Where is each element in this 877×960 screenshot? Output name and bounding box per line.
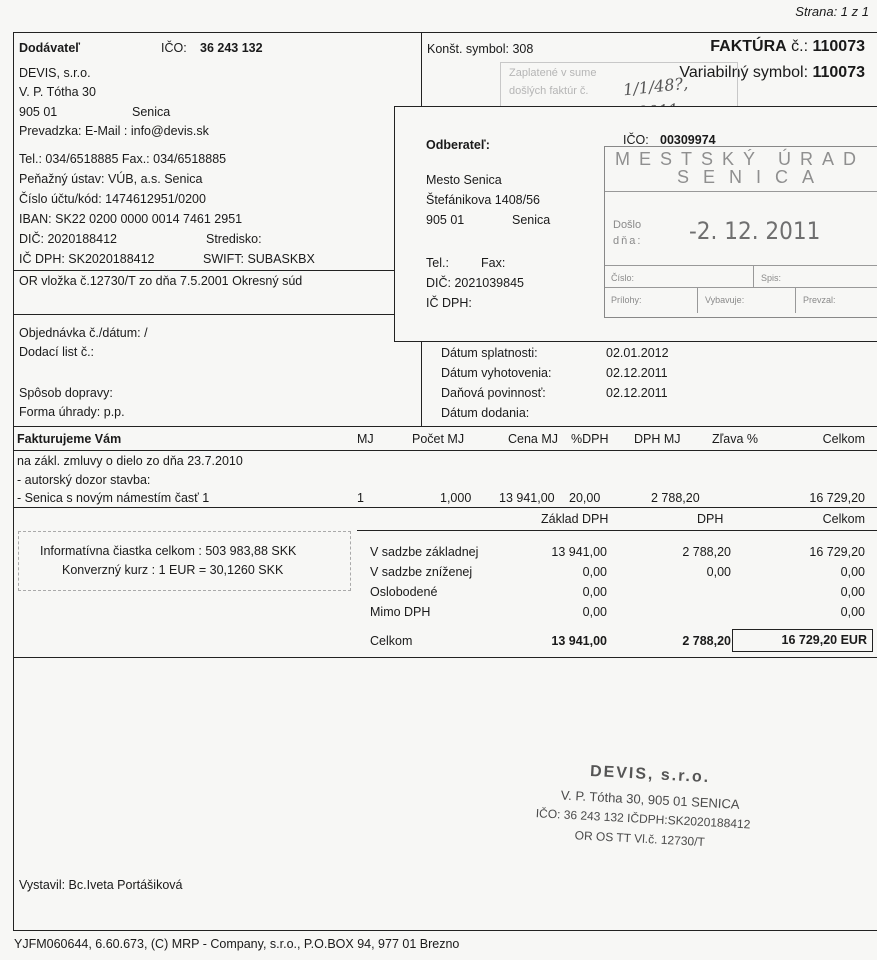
date-delivery-label: Dátum dodania:: [441, 406, 530, 420]
items-header-discount: Zľava %: [712, 432, 759, 446]
summary-row2-label: V sadzbe zníženej: [370, 565, 473, 579]
summary-row1-vat: 2 788,20: [682, 545, 731, 559]
supplier-or-register: OR vložka č.12730/T zo dňa 7.5.2001 Okresný súd: [19, 274, 303, 288]
konst-symbol: Konšt. symbol: 308: [427, 42, 534, 56]
summary-row1-total: 16 729,20: [809, 545, 865, 559]
date-tax-value: 02.12.2011: [606, 386, 668, 400]
summary-row2-vat: 0,00: [706, 565, 731, 579]
frame-supplier-or-line: [13, 270, 394, 271]
items-desc-line1: na zákl. zmluvy o dielo zo dňa 23.7.2010: [17, 454, 243, 468]
item-name: - Senica s novým námestím časť 1: [17, 491, 210, 505]
office-stamp-cislo: Číslo:: [611, 273, 635, 283]
summary-row3-total: 0,00: [840, 585, 865, 599]
customer-ico: 00309974: [660, 133, 716, 147]
item-vat-pct: 20,00: [569, 491, 601, 505]
customer-icdph: IČ DPH:: [426, 296, 472, 310]
footer-software: YJFM060644, 6.60.673, (C) MRP - Company, s.r.o., P.O.BOX 94, 977 01 Brezno: [14, 937, 460, 951]
transport-method: Spôsob dopravy:: [19, 386, 113, 400]
info-box: [18, 531, 351, 591]
summary-total-label: Celkom: [370, 634, 413, 648]
items-header-mj: MJ: [357, 432, 374, 446]
items-header-vat-pct: %DPH: [571, 432, 609, 446]
item-unit-price: 13 941,00: [499, 491, 555, 505]
frame-items-top: [13, 426, 877, 427]
customer-city: Senica: [512, 213, 551, 227]
supplier-iban: IBAN: SK22 0200 0000 0014 7461 2951: [19, 212, 243, 226]
date-issue-value: 02.12.2011: [606, 366, 668, 380]
supplier-dic: DIČ: 2020188412: [19, 232, 117, 246]
office-stamp-spis: Spis:: [761, 273, 782, 283]
office-stamp: [604, 146, 877, 318]
date-due-label: Dátum splatnosti:: [441, 346, 538, 360]
frame-upper-bottom: [13, 314, 394, 315]
supplier-account: Číslo účtu/kód: 1474612951/0200: [19, 192, 206, 206]
info-sum: Informatívna čiastka celkom : 503 983,88 SKK: [40, 544, 297, 558]
office-stamp-dna: dňa:: [613, 235, 643, 247]
summary-row3-base: 0,00: [582, 585, 607, 599]
summary-row4-base: 0,00: [582, 605, 607, 619]
item-vat-unit: 2 788,20: [651, 491, 700, 505]
supplier-stredisko: Stredisko:: [206, 232, 262, 246]
summary-total-base: 13 941,00: [551, 634, 607, 648]
received-stamp-line2: došlých faktúr č.: [509, 85, 589, 97]
summary-header-total: Celkom: [822, 512, 865, 526]
customer-fax: Fax:: [481, 256, 506, 270]
office-stamp-doslo: Došlo: [613, 219, 642, 231]
invoice-title-word: FAKTÚRA: [710, 38, 787, 55]
supplier-name: DEVIS, s.r.o.: [19, 66, 91, 80]
invoice-number-label: č.:: [786, 38, 813, 55]
supplier-bank: Peňažný ústav: VÚB, a.s. Senica: [19, 172, 203, 186]
date-tax-label: Daňová povinnosť:: [441, 386, 546, 400]
summary-row1-label: V sadzbe základnej: [370, 545, 479, 559]
customer-street: Štefánikova 1408/56: [426, 193, 540, 207]
frame-bottom: [13, 930, 877, 931]
company-stamp-line3: IČO: 36 243 132 IČDPH:SK2020188412: [535, 806, 751, 832]
company-stamp-line4: OR OS TT Vl.č. 12730/T: [574, 828, 706, 850]
order-number: Objednávka č./dátum: /: [19, 326, 148, 340]
supplier-ico-label: IČO:: [161, 41, 187, 55]
summary-row1-base: 13 941,00: [551, 545, 607, 559]
supplier-swift: SWIFT: SUBASKBX: [203, 252, 315, 266]
summary-header-base: Základ DPH: [541, 512, 609, 526]
company-stamp-line2: V. P. Tótha 30, 905 01 SENICA: [560, 787, 740, 812]
received-stamp-line1: Zaplatené v sume: [509, 67, 597, 79]
variable-symbol-value: 110073: [812, 64, 865, 81]
invoice-number: 110073: [812, 38, 865, 55]
summary-row4-label: Mimo DPH: [370, 605, 431, 619]
summary-grand-total: 16 729,20 EUR: [781, 633, 867, 647]
customer-heading: Odberateľ:: [426, 138, 490, 152]
variable-symbol-label: Variabilný symbol:: [679, 64, 813, 81]
office-stamp-vybavuje: Vybavuje:: [705, 295, 745, 305]
date-due-value: 02.01.2012: [606, 346, 669, 360]
supplier-street: V. P. Tótha 30: [19, 85, 96, 99]
summary-row4-total: 0,00: [840, 605, 865, 619]
info-rate: Konverzný kurz : 1 EUR = 30,1260 SKK: [62, 563, 284, 577]
customer-dic: DIČ: 2021039845: [426, 276, 524, 290]
payment-method: Forma úhrady: p.p.: [19, 405, 125, 419]
customer-name: Mesto Senica: [426, 173, 502, 187]
company-stamp-line1: DEVIS, s.r.o.: [589, 762, 711, 787]
items-header-count: Počet MJ: [412, 432, 465, 446]
customer-ico-label: IČO:: [623, 133, 649, 147]
frame-items-bottom: [13, 507, 877, 508]
items-header-total: Celkom: [822, 432, 865, 446]
supplier-zip: 905 01: [19, 105, 58, 119]
summary-row2-total: 0,00: [840, 565, 865, 579]
summary-header-line: [357, 530, 877, 531]
supplier-icdph: IČ DPH: SK2020188412: [19, 252, 155, 266]
office-stamp-title1: MESTSKÝ ÚRAD: [615, 149, 866, 169]
summary-row3-label: Oslobodené: [370, 585, 438, 599]
invoice-title: [710, 38, 865, 56]
delivery-note: Dodací list č.:: [19, 345, 95, 359]
office-stamp-prevzal: Prevzal:: [803, 295, 836, 305]
supplier-city: Senica: [132, 105, 171, 119]
frame-left: [13, 32, 14, 930]
supplier-heading: Dodávateľ: [19, 41, 81, 55]
received-stamp-line1-hand: 1/1/48?,: [622, 73, 689, 100]
page-number: Strana: 1 z 1: [795, 4, 869, 19]
office-stamp-date: -2. 12. 2011: [689, 217, 821, 245]
summary-total-vat: 2 788,20: [682, 634, 731, 648]
items-desc-line2: - autorský dozor stavba:: [17, 473, 151, 487]
summary-header-vat: DPH: [697, 512, 724, 526]
supplier-ico: 36 243 132: [200, 41, 263, 55]
issuer: Vystavil: Bc.Iveta Portášiková: [19, 878, 183, 892]
frame-summary-bottom: [13, 657, 877, 658]
item-total: 16 729,20: [809, 491, 865, 505]
items-header-vat-unit: DPH MJ: [634, 432, 681, 446]
supplier-phone: Tel.: 034/6518885 Fax.: 034/6518885: [19, 152, 227, 166]
office-stamp-title2: SENICA: [677, 167, 829, 187]
company-stamp: [534, 756, 799, 869]
supplier-email: Prevadzka: E-Mail : info@devis.sk: [19, 124, 209, 138]
frame-items-header-line: [13, 450, 877, 451]
office-stamp-prilohy: Prílohy:: [611, 295, 642, 305]
date-issue-label: Dátum vyhotovenia:: [441, 366, 552, 380]
customer-zip: 905 01: [426, 213, 465, 227]
items-header-unit-price: Cena MJ: [508, 432, 559, 446]
summary-row2-base: 0,00: [582, 565, 607, 579]
frame-top: [13, 32, 877, 33]
item-count: 1,000: [440, 491, 472, 505]
customer-tel: Tel.:: [426, 256, 449, 270]
item-mj: 1: [357, 491, 364, 505]
items-header-desc: Fakturujeme Vám: [17, 432, 122, 446]
